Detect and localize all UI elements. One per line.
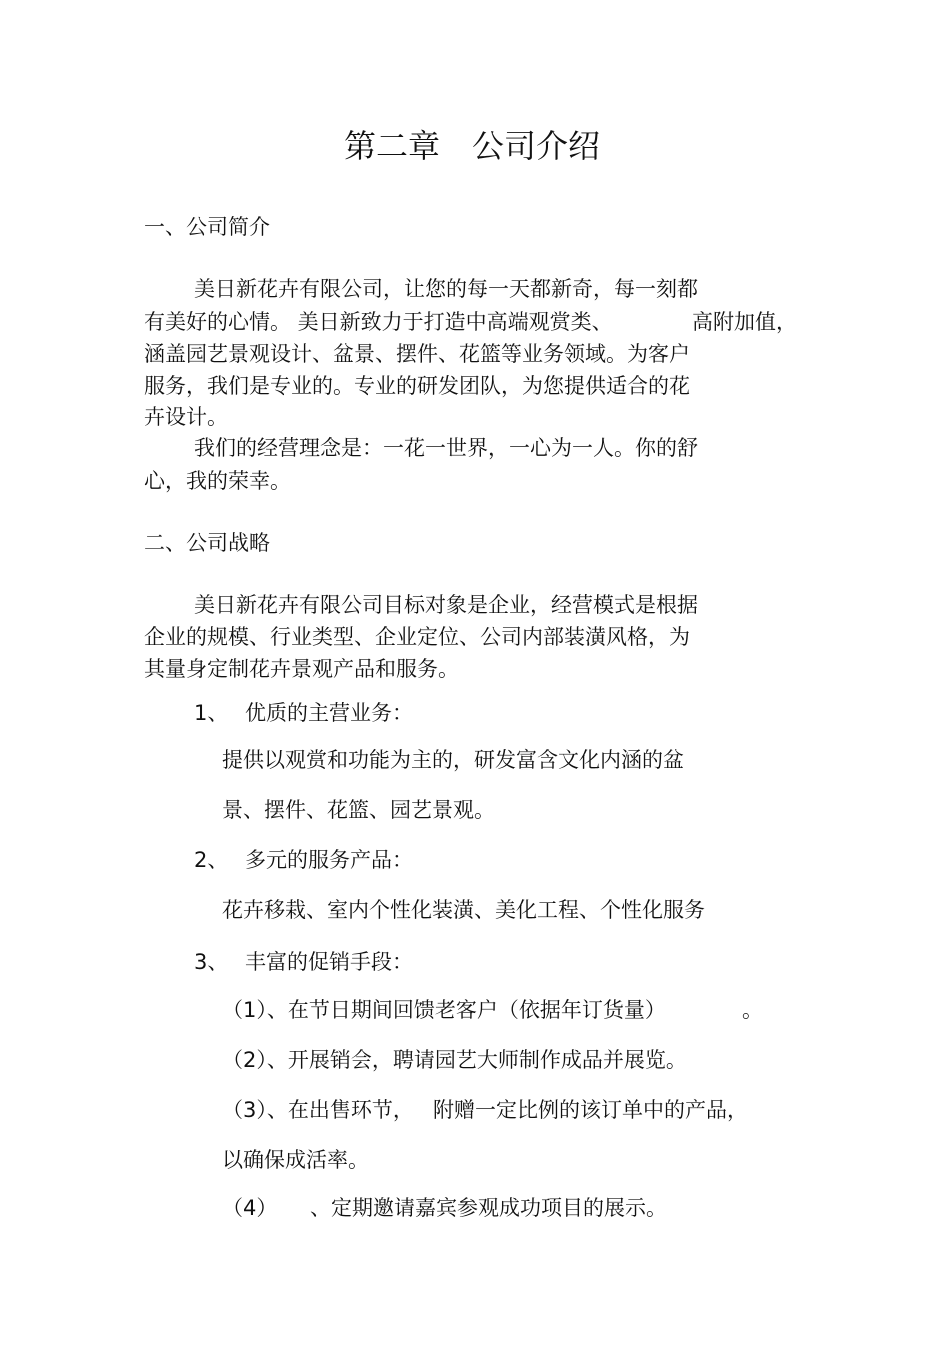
promo-subitem: （1）、在节日期间回馈老客户（依据年订货量） xyxy=(222,998,666,1022)
promo-subitem: （2）、开展销会，聘请园艺大师制作成品并展览。 xyxy=(222,1048,687,1072)
list-item-number: 1、 xyxy=(194,701,229,725)
promo-subitem: 。 xyxy=(742,998,763,1022)
intro-paragraph-line: 美日新花卉有限公司，让您的每一天都新奇，每一刻都 xyxy=(194,277,698,301)
section-heading-strategy: 二、公司战略 xyxy=(144,531,270,555)
list-item-text: 花卉移栽、室内个性化装潢、美化工程、个性化服务 xyxy=(222,898,705,922)
page-title: 第二章 公司介绍 xyxy=(344,127,601,165)
list-item-label: 丰富的促销手段： xyxy=(245,950,413,974)
list-item-number: 2、 xyxy=(194,848,229,872)
section-heading-intro: 一、公司简介 xyxy=(144,215,270,239)
intro-paragraph-line: 服务，我们是专业的。专业的研发团队，为您提供适合的花 xyxy=(144,374,690,398)
intro-paragraph-line: 卉设计。 xyxy=(144,405,228,429)
strategy-paragraph-line: 美日新花卉有限公司目标对象是企业，经营模式是根据 xyxy=(194,593,698,617)
list-item-number: 3、 xyxy=(194,950,229,974)
intro-paragraph-line: 有美好的心情。 美日新致力于打造中高端观赏类、 xyxy=(144,310,613,334)
promo-subitem: 、定期邀请嘉宾参观成功项目的展示。 xyxy=(310,1196,667,1220)
promo-subitem: 以确保成活率。 xyxy=(222,1148,369,1172)
list-item-text: 提供以观赏和功能为主的，研发富含文化内涵的盆 xyxy=(222,748,684,772)
list-item-text: 景、摆件、花篮、园艺景观。 xyxy=(222,798,495,822)
promo-subitem: 附赠一定比例的该订单中的产品， xyxy=(433,1098,748,1122)
list-item-label: 多元的服务产品： xyxy=(245,848,413,872)
philosophy-paragraph-line: 心，我的荣幸。 xyxy=(144,469,291,493)
philosophy-paragraph-line: 我们的经营理念是：一花一世界，一心为一人。你的舒 xyxy=(194,436,698,460)
strategy-paragraph-line: 企业的规模、行业类型、企业定位、公司内部装潢风格，为 xyxy=(144,625,690,649)
strategy-paragraph-line: 其量身定制花卉景观产品和服务。 xyxy=(144,657,459,681)
intro-paragraph-line: 涵盖园艺景观设计、盆景、摆件、花篮等业务领域。为客户 xyxy=(144,342,690,366)
intro-paragraph-line: 高附加值， xyxy=(692,310,797,334)
list-item-label: 优质的主营业务： xyxy=(245,701,413,725)
promo-subitem: （4） xyxy=(222,1196,278,1220)
promo-subitem: （3）、在出售环节， xyxy=(222,1098,414,1122)
